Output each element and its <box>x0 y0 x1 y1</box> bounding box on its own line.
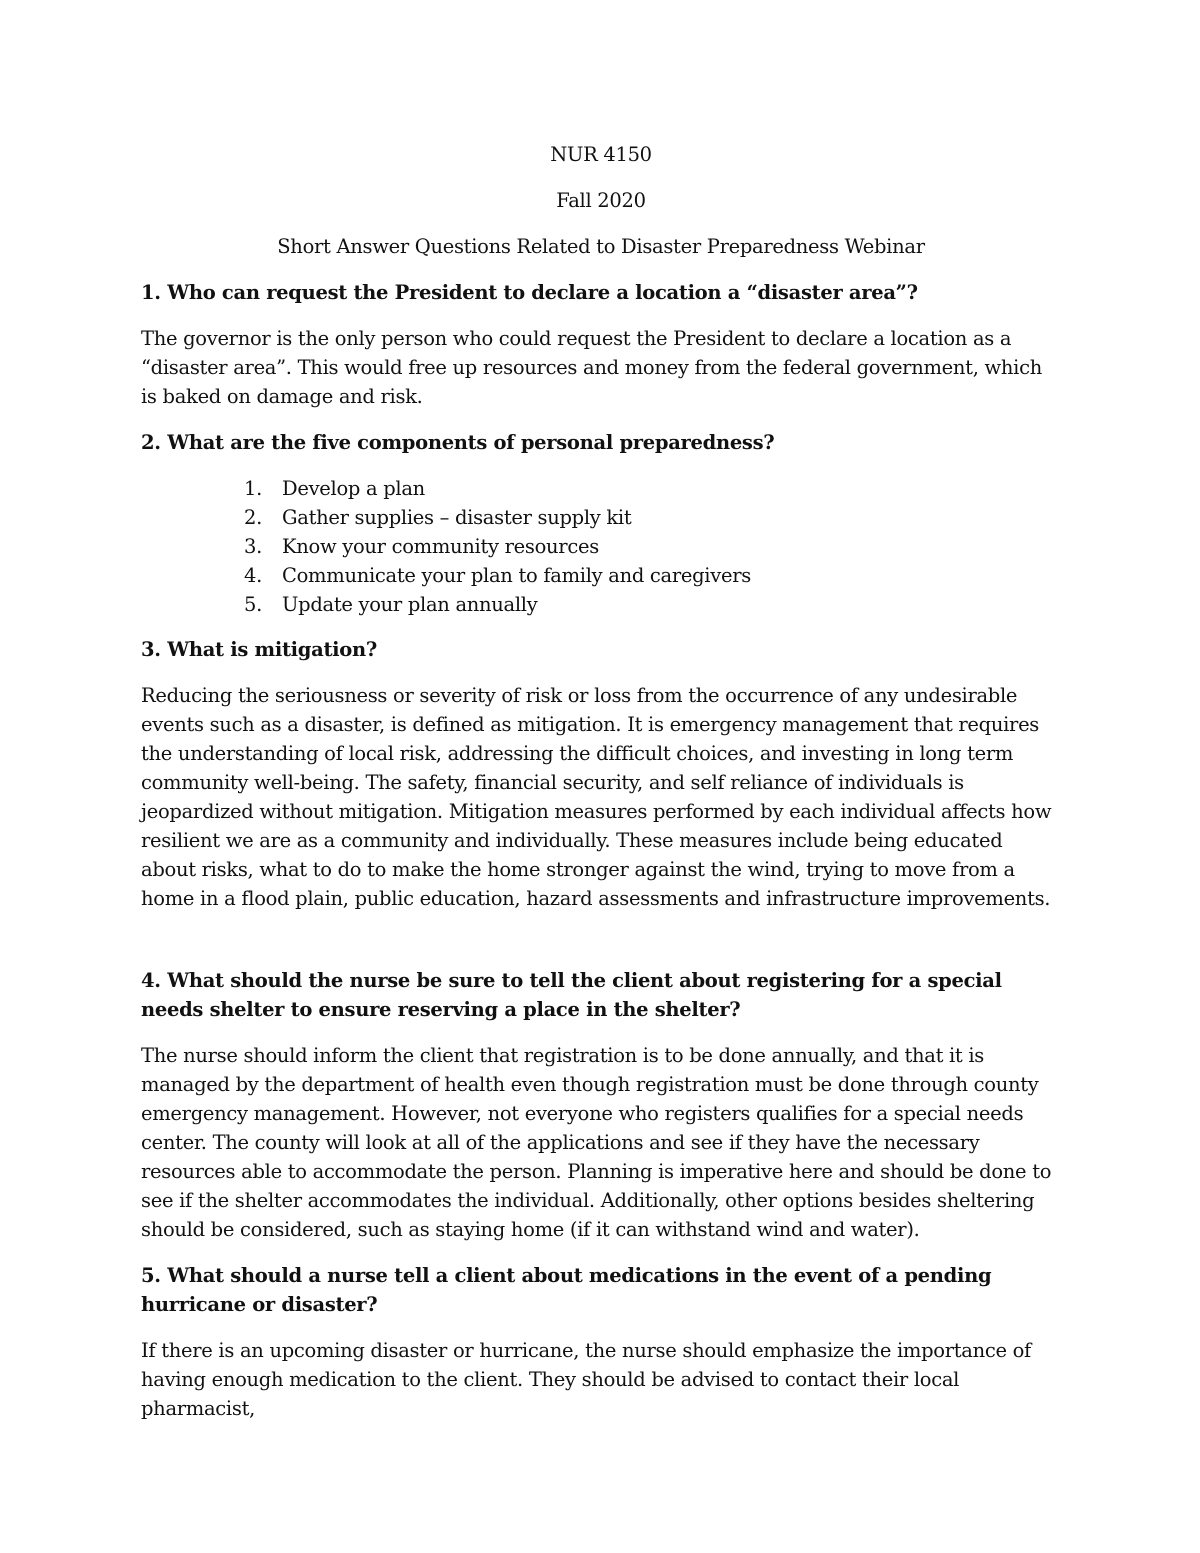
document-title: Short Answer Questions Related to Disaster Preparedness Webinar <box>277 235 925 258</box>
answer-3: Reducing the seriousness or severity of risk or loss from the occurrence of any undesirable events such as a disaster, is defined as mitigation. It is emergency management that requires the understanding of local risk, addressing the difficult choices, and investing in long term community well-being. The safety, financial security, and self reliance of individuals is jeopardized without mitigation. Mitigation measures performed by each individual affects how resilient we are as a community and individually. These measures include being educated about risks, what to do to make the home stronger against the wind, trying to move from a home in a flood plain, public education, hazard assessments and infrastructure improvements. <box>141 684 1052 910</box>
list-number: 5. <box>244 593 263 616</box>
list-item <box>141 503 1061 532</box>
blank-line <box>141 930 1061 966</box>
list-number: 1. <box>244 477 263 500</box>
list-item <box>141 532 1061 561</box>
answer-1: The governor is the only person who could request the President to declare a location as a “disaster area”. This would free up resources and money from the federal government, which is baked on damage and risk. <box>141 327 1042 408</box>
list-text: Communicate your plan to family and caregivers <box>282 564 751 587</box>
list-text: Gather supplies – disaster supply kit <box>282 506 632 529</box>
document-page <box>141 140 1061 1440</box>
answer-5: If there is an upcoming disaster or hurricane, the nurse should emphasize the importance of having enough medication to the client. They should be advised to contact their local pharmacist, <box>141 1339 1031 1420</box>
list-text: Know your community resources <box>282 535 599 558</box>
list-number: 3. <box>244 535 263 558</box>
list-number: 2. <box>244 506 263 529</box>
list-number: 4. <box>244 564 263 587</box>
course-code: NUR 4150 <box>550 143 652 166</box>
question-4: 4. What should the nurse be sure to tell the client about registering for a special needs shelter to ensure reserving a place in the shelter? <box>141 969 1002 1021</box>
answer-4: The nurse should inform the client that registration is to be done annually, and that it is managed by the department of health even though registration must be done through county emergency management. However, not everyone who registers qualifies for a special needs center. The county will look at all of the applications and see if they have the necessary resources able to accommodate the person. Planning is imperative here and should be done to see if the shelter accommodates the individual. Additionally, other options besides sheltering should be considered, such as staying home (if it can withstand wind and water). <box>141 1044 1052 1241</box>
term: Fall 2020 <box>556 189 646 212</box>
question-2: 2. What are the five components of personal preparedness? <box>141 431 775 454</box>
question-1: 1. Who can request the President to declare a location a “disaster area”? <box>141 281 918 304</box>
question-5: 5. What should a nurse tell a client about medications in the event of a pending hurricane or disaster? <box>141 1264 992 1316</box>
list-text: Develop a plan <box>282 477 425 500</box>
list-item <box>141 590 1061 619</box>
list-item <box>141 474 1061 503</box>
question-3: 3. What is mitigation? <box>141 638 377 661</box>
list-text: Update your plan annually <box>282 593 538 616</box>
preparedness-list <box>141 474 1061 619</box>
list-item <box>141 561 1061 590</box>
